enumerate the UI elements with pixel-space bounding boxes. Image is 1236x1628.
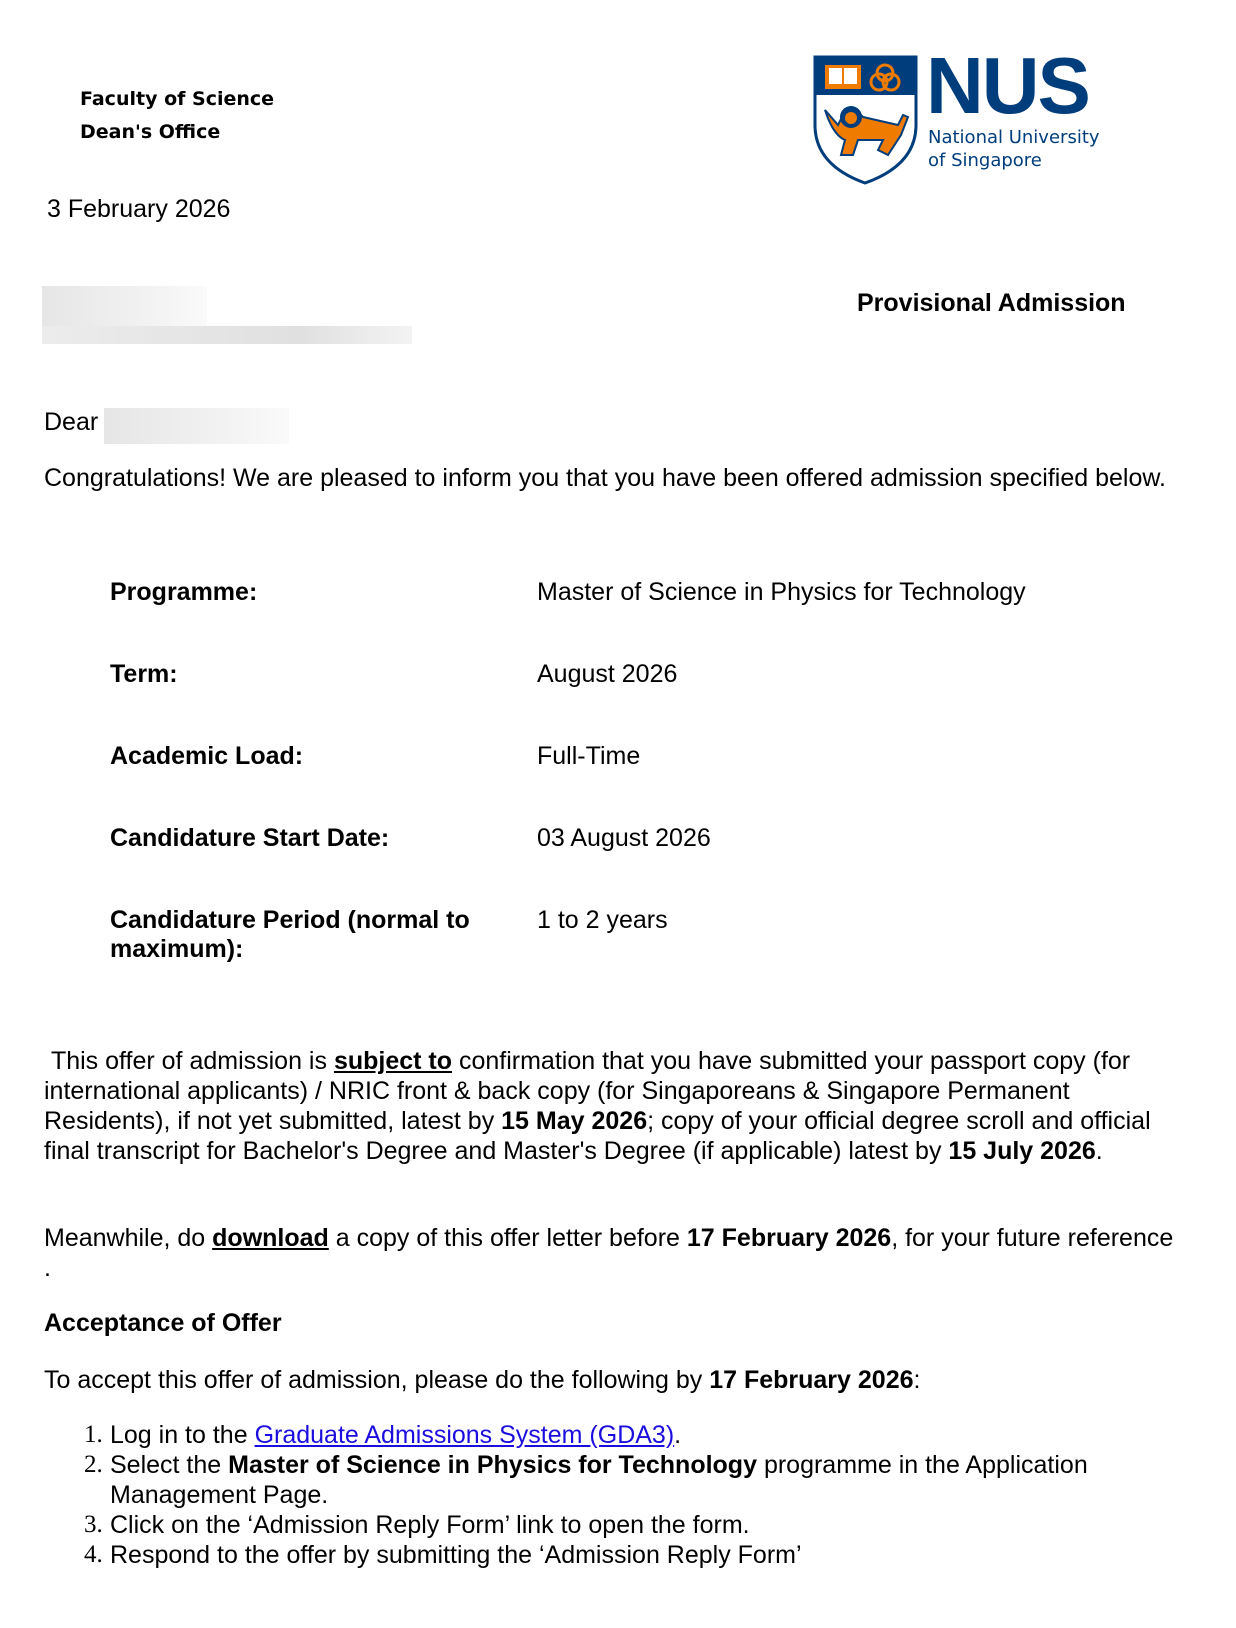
acceptance-steps bbox=[44, 1420, 1184, 1570]
detail-value: 1 to 2 years bbox=[537, 906, 668, 934]
text: confirmation that you have submitted your passport copy (for international applicants) / NRIC front & back copy (for Singaporeans & Singapore Permanent Residents), if not yet submitted, latest by bbox=[44, 1047, 1131, 1135]
office-name: Dean's Office bbox=[80, 121, 221, 143]
step-number: 3. bbox=[84, 1511, 103, 1538]
detail-label: Candidature Period (normal to maximum): bbox=[110, 906, 470, 963]
acceptance-heading: Acceptance of Offer bbox=[44, 1309, 282, 1337]
logo-line2: of Singapore bbox=[928, 150, 1042, 171]
text: a copy of this offer letter before bbox=[328, 1224, 687, 1252]
detail-label: Candidature Start Date: bbox=[110, 824, 390, 852]
intro-text: Congratulations! We are pleased to inform you that you have been offered admission specified below. bbox=[44, 464, 1166, 492]
text: . bbox=[674, 1421, 682, 1449]
logo-line1: National University bbox=[928, 127, 1100, 148]
deadline-date: 17 February 2026 bbox=[709, 1366, 914, 1394]
salutation: Dear bbox=[44, 408, 99, 436]
text: , for your future reference . bbox=[44, 1224, 1174, 1282]
faculty-name: Faculty of Science bbox=[80, 88, 275, 110]
text: Log in to the bbox=[110, 1421, 255, 1449]
gda3-link[interactable]: Graduate Admissions System (GDA3) bbox=[254, 1421, 675, 1449]
text: Meanwhile, do bbox=[44, 1224, 213, 1252]
redacted-address bbox=[42, 286, 412, 344]
text: programme in the Application Management Page. bbox=[110, 1451, 1088, 1509]
step-number: 1. bbox=[84, 1421, 103, 1448]
text: ; copy of your official degree scroll and official final transcript for Bachelor's Degree and Master's Degree (if applicable) latest by bbox=[44, 1107, 1151, 1165]
download-reminder bbox=[44, 1223, 1174, 1283]
detail-value: Full-Time bbox=[537, 742, 641, 770]
detail-value: 03 August 2026 bbox=[537, 824, 711, 852]
text: : bbox=[913, 1366, 921, 1394]
step-number: 2. bbox=[84, 1451, 103, 1478]
detail-label: Academic Load: bbox=[110, 742, 304, 770]
deadline-date: 15 May 2026 bbox=[501, 1107, 648, 1135]
emphasis: subject to bbox=[333, 1047, 453, 1075]
text: Select the bbox=[110, 1451, 229, 1479]
list-item bbox=[44, 1450, 1184, 1510]
list-item bbox=[44, 1510, 1184, 1540]
emphasis: download bbox=[212, 1224, 329, 1252]
detail-value: August 2026 bbox=[537, 660, 678, 688]
step-number: 4. bbox=[84, 1541, 103, 1568]
text: This offer of admission is bbox=[50, 1047, 334, 1075]
text: . bbox=[1095, 1137, 1103, 1165]
detail-label: Term: bbox=[110, 660, 178, 688]
text: To accept this offer of admission, please do the following by bbox=[44, 1366, 710, 1394]
deadline-date: 17 February 2026 bbox=[686, 1224, 892, 1252]
logo-wordmark: NUS bbox=[926, 41, 1089, 130]
redacted-name bbox=[104, 408, 289, 444]
list-item bbox=[44, 1540, 1184, 1570]
detail-label: Programme: bbox=[110, 578, 258, 606]
nus-logo bbox=[813, 41, 1103, 185]
letter-title: Provisional Admission bbox=[857, 289, 1126, 317]
offer-conditions bbox=[44, 1046, 1199, 1166]
nus-crest-icon bbox=[813, 55, 918, 185]
accept-intro bbox=[44, 1365, 920, 1395]
text: Click on the ‘Admission Reply Form’ link to open the form. bbox=[110, 1511, 750, 1539]
programme-name: Master of Science in Physics for Technology bbox=[228, 1451, 757, 1479]
list-item bbox=[44, 1420, 1184, 1450]
detail-value: Master of Science in Physics for Technology bbox=[537, 578, 1026, 606]
deadline-date: 15 July 2026 bbox=[948, 1137, 1096, 1165]
text: Respond to the offer by submitting the ‘Admission Reply Form’ bbox=[110, 1541, 802, 1569]
letter-date: 3 February 2026 bbox=[47, 195, 231, 223]
